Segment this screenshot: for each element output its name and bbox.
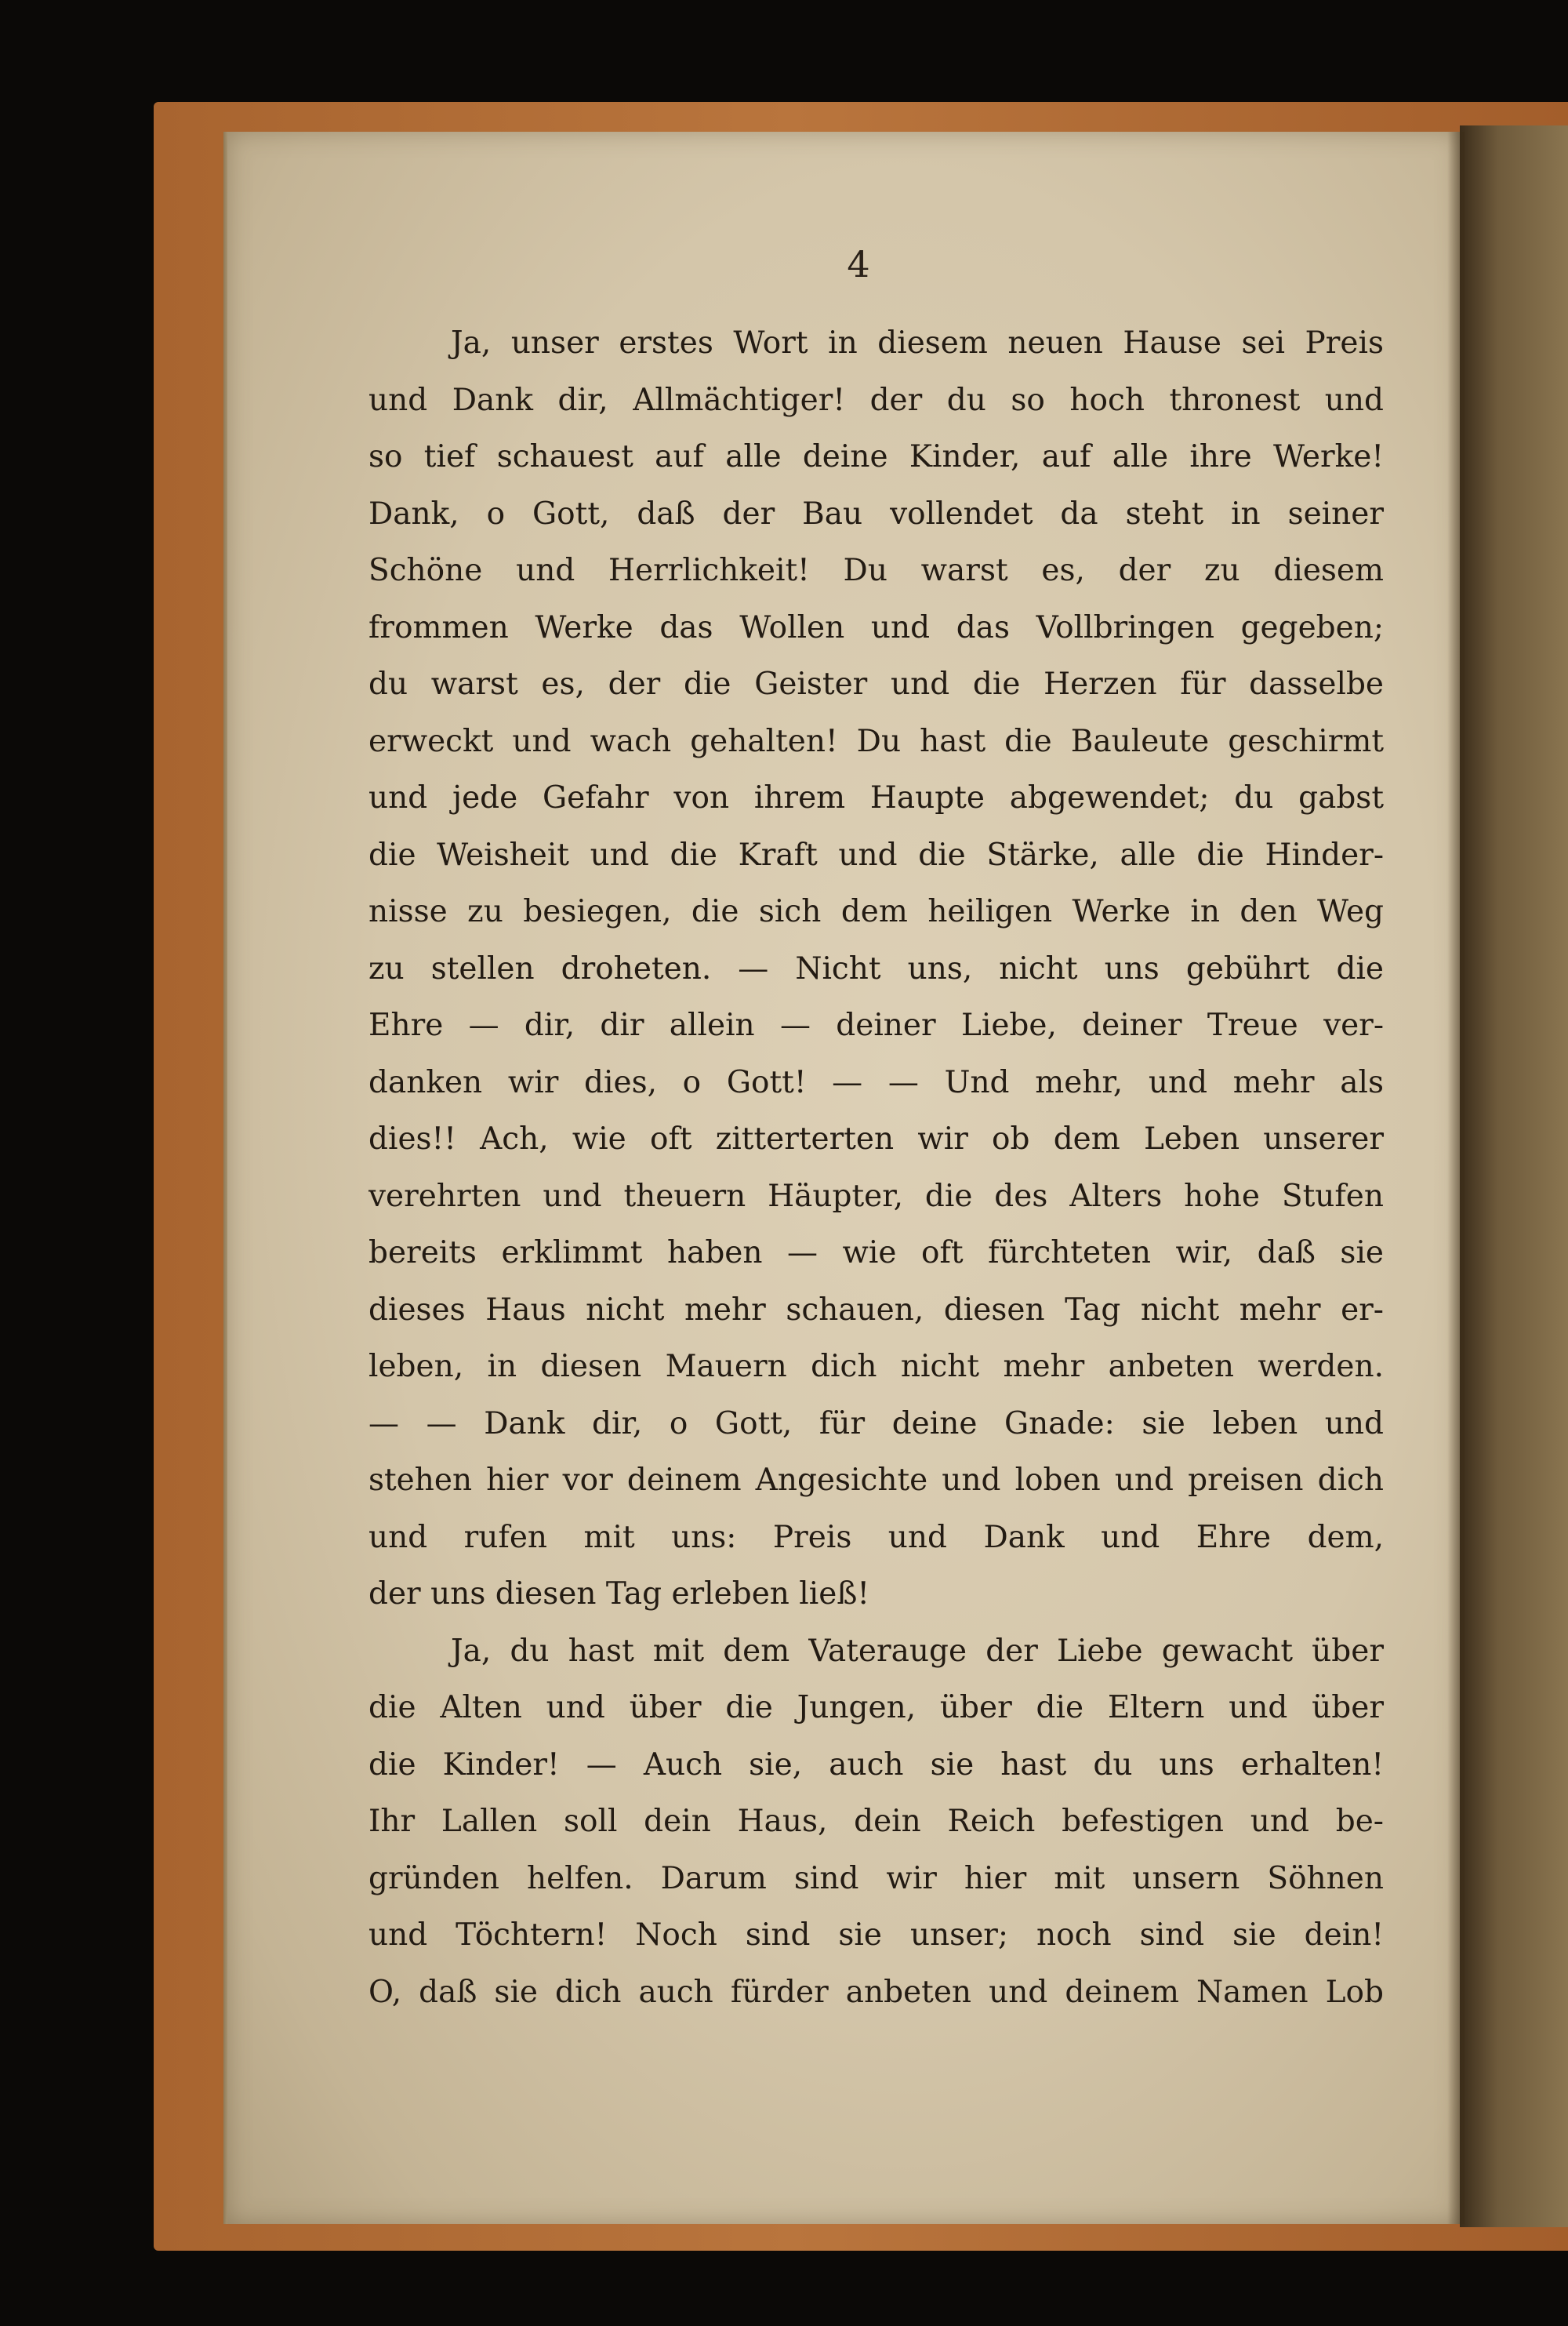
- text-line: dieses Haus nicht mehr schauen, diesen Tag nicht mehr er-: [368, 1292, 1384, 1328]
- text-line: Ehre — dir, dir allein — deiner Liebe, deiner Treue ver-: [368, 1008, 1384, 1043]
- text-line: stehen hier vor deinem Angesichte und loben und preisen dich: [368, 1463, 1384, 1498]
- text-line: — — Dank dir, o Gott, für deine Gnade: sie leben und: [368, 1405, 1384, 1441]
- text-line: und jede Gefahr von ihrem Haupte abgewendet; du gabst: [368, 780, 1384, 816]
- text-line: der uns diesen Tag erleben ließ!: [368, 1576, 870, 1612]
- text-line: die Kinder! — Auch sie, auch sie hast du uns erhalten!: [368, 1746, 1384, 1783]
- text-line: dies!! Ach, wie oft zitterterten wir ob dem Leben unserer: [368, 1121, 1384, 1157]
- text-line: danken wir dies, o Gott! — — Und mehr, und mehr als: [368, 1064, 1384, 1100]
- text-line: und Dank dir, Allmächtiger! der du so hoch thronest und: [368, 382, 1384, 418]
- text-line: leben, in diesen Mauern dich nicht mehr anbeten werden.: [368, 1349, 1384, 1384]
- text-line: nisse zu besiegen, die sich dem heiligen Werke in den Weg: [368, 894, 1384, 929]
- text-line: gründen helfen. Darum sind wir hier mit unsern Söhnen: [368, 1860, 1384, 1896]
- text-line: erweckt und wach gehalten! Du hast die Bauleute geschirmt: [368, 723, 1384, 759]
- text-line: Schöne und Herrlichkeit! Du warst es, der zu diesem: [368, 553, 1384, 588]
- text-line: Ja, unser erstes Wort in diesem neuen Hause sei Preis: [451, 325, 1384, 361]
- text-line: O, daß sie dich auch fürder anbeten und deinem Namen Lob: [368, 1974, 1384, 2010]
- book-gutter: [1447, 132, 1465, 2224]
- text-line: die Alten und über die Jungen, über die Eltern und über: [368, 1690, 1384, 1725]
- facing-page-edge: [1460, 125, 1568, 2227]
- text-line: und rufen mit uns: Preis und Dank und Ehre dem,: [368, 1519, 1384, 1555]
- text-line: Dank, o Gott, daß der Bau vollendet da steht in seiner: [368, 496, 1384, 532]
- text-line: so tief schauest auf alle deine Kinder, auf alle ihre Werke!: [368, 439, 1384, 474]
- text-line: Ihr Lallen soll dein Haus, dein Reich befestigen und be-: [368, 1804, 1384, 1839]
- text-line: frommen Werke das Wollen und das Vollbringen gegeben;: [368, 609, 1384, 645]
- text-line: Ja, du hast mit dem Vaterauge der Liebe gewacht über: [451, 1633, 1384, 1669]
- text-line: bereits erklimmt haben — wie oft fürchteten wir, daß sie: [368, 1235, 1384, 1270]
- text-line: zu stellen droheten. — Nicht uns, nicht uns gebührt die: [368, 950, 1384, 987]
- text-line: du warst es, der die Geister und die Herzen für dasselbe: [368, 667, 1384, 702]
- page-number: 4: [847, 243, 870, 285]
- body-text: [368, 315, 1384, 2021]
- text-line: verehrten und theuern Häupter, die des Alters hohe Stufen: [368, 1178, 1384, 1214]
- text-line: und Töchtern! Noch sind sie unser; noch sind sie dein!: [368, 1917, 1384, 1953]
- text-line: die Weisheit und die Kraft und die Stärke, alle die Hinder-: [368, 837, 1384, 873]
